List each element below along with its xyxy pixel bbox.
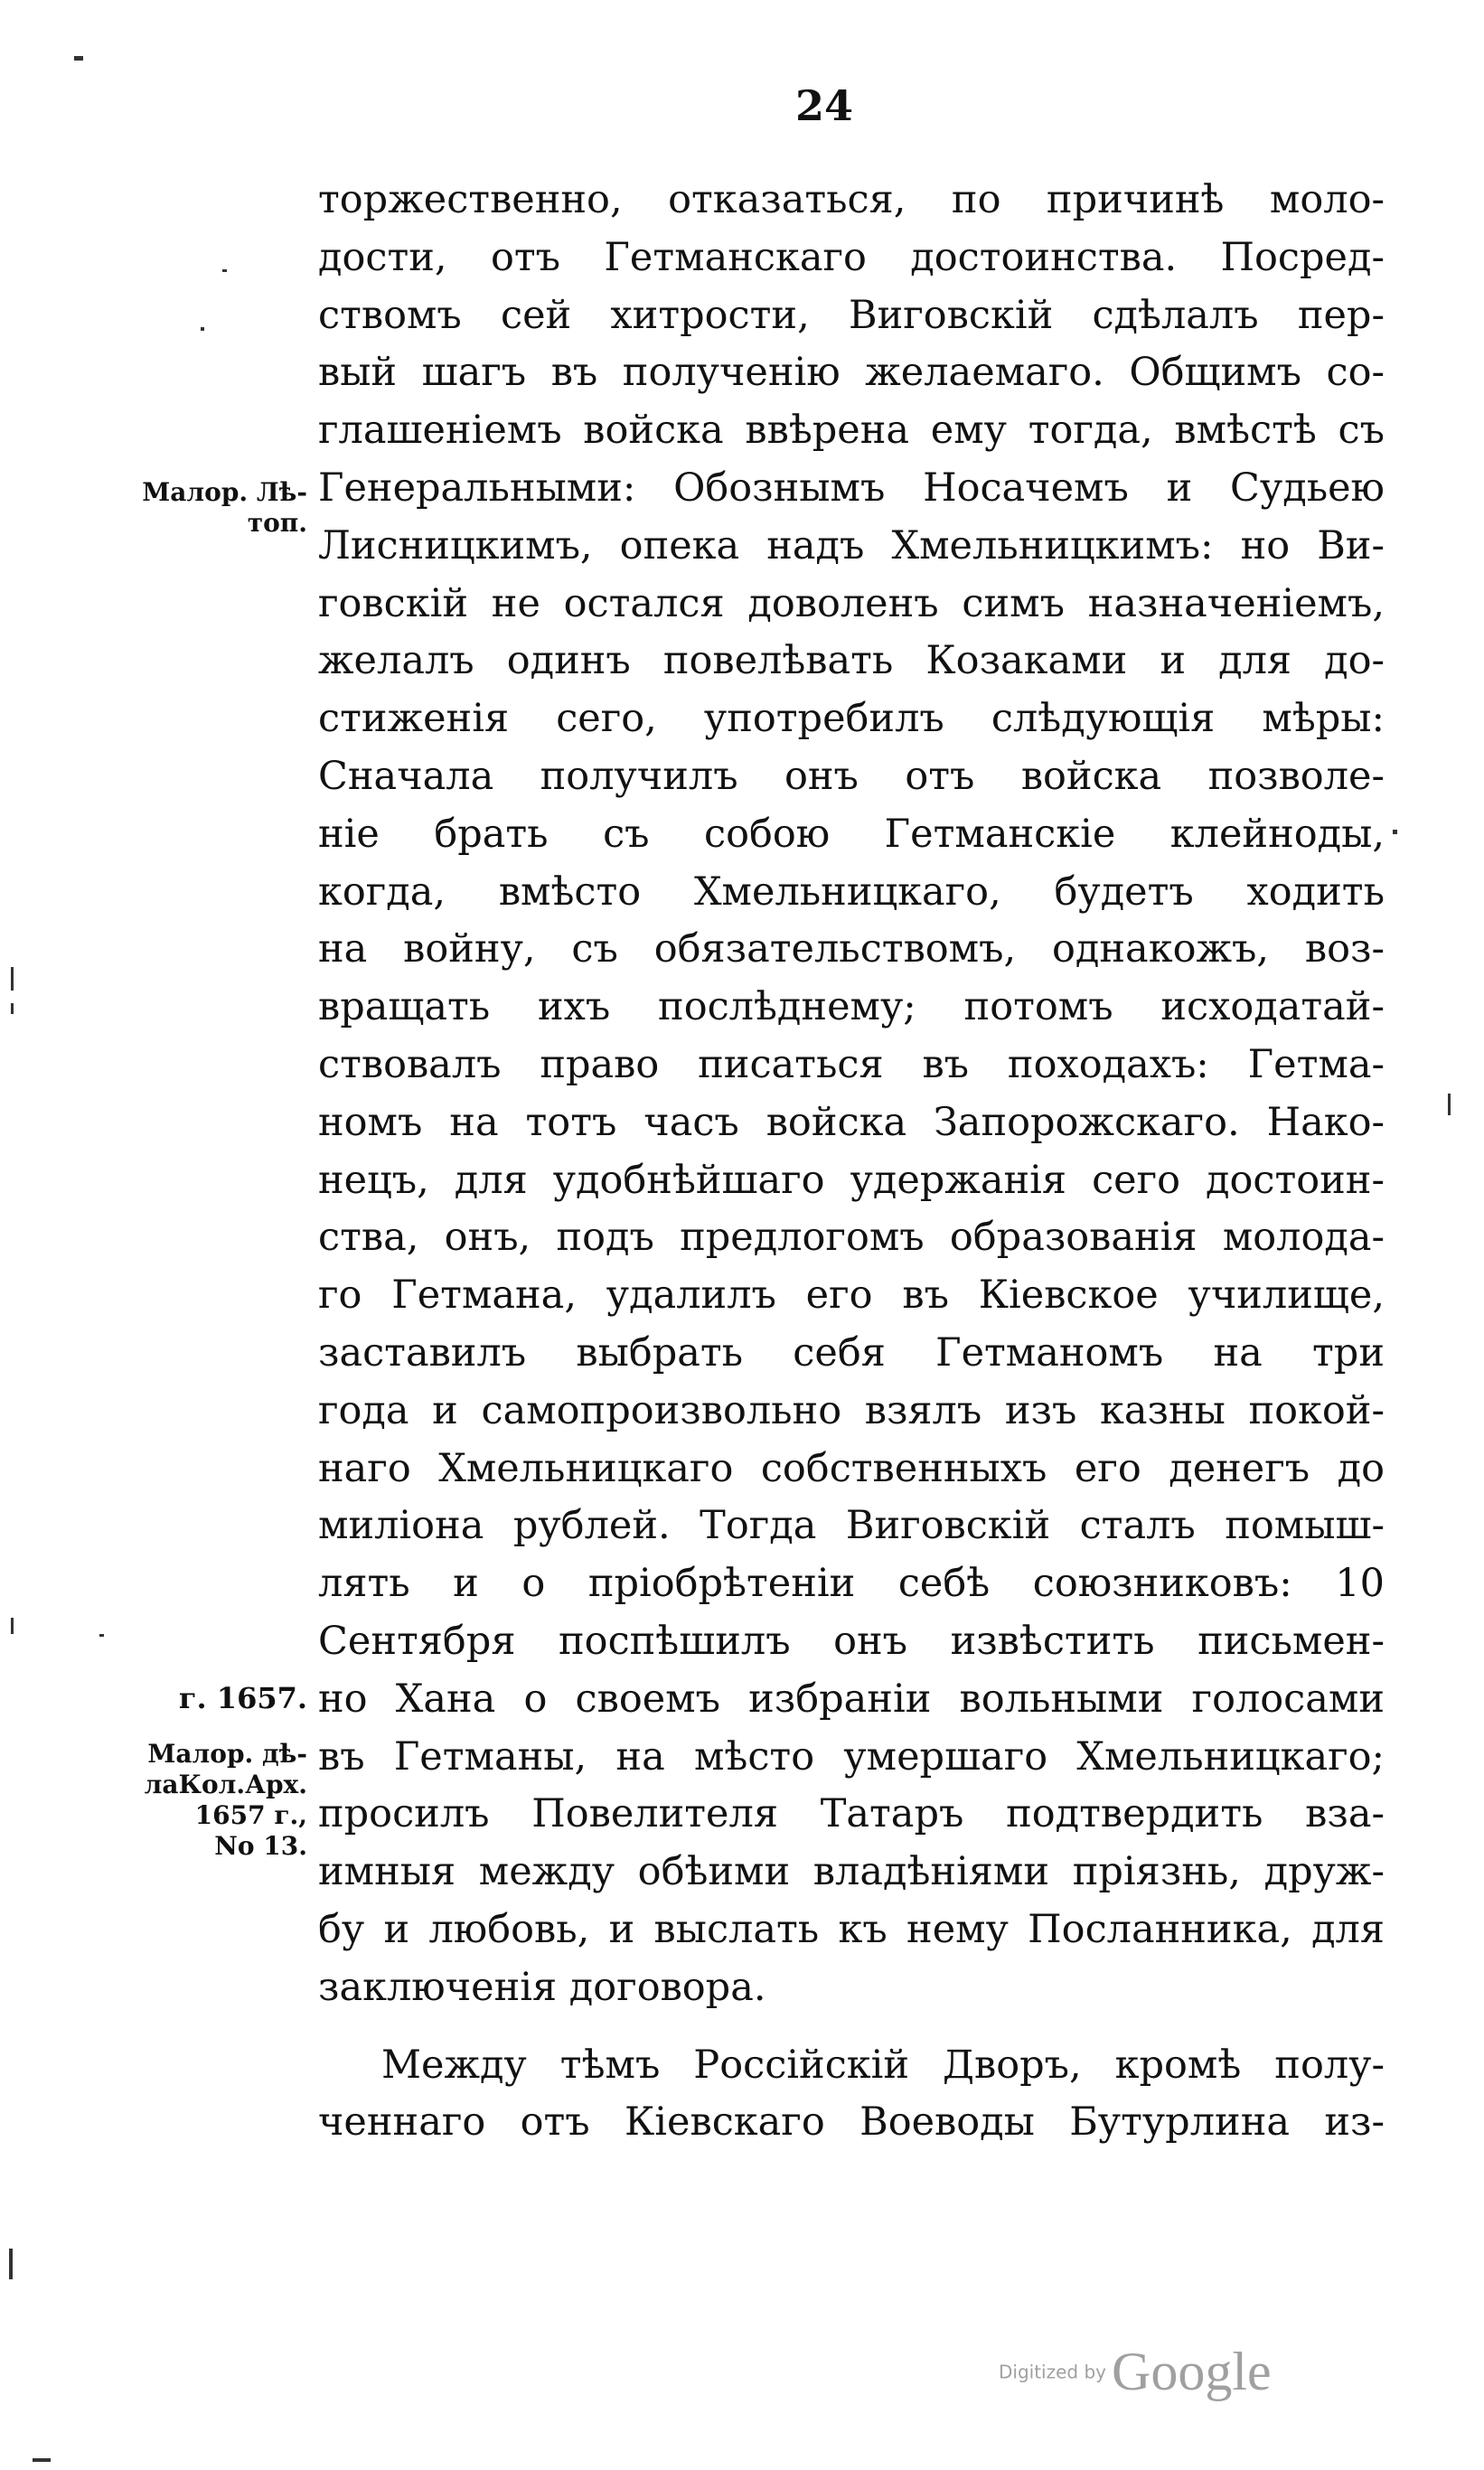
text-line: года и самопроизвольно взялъ изъ казны покой-	[318, 1387, 1385, 1433]
margin-note-line: Малор. Лѣ-	[142, 477, 307, 507]
text-line: заключенія договора.	[318, 1964, 766, 2010]
text-line: просилъ Повелителя Татаръ подтвердить вза-	[318, 1791, 1385, 1837]
text-line: ченнаго отъ Кіевскаго Воеводы Бутурлина из-	[318, 2099, 1385, 2146]
margin-note-chronicle	[90, 477, 307, 539]
scan-speck	[99, 1634, 104, 1637]
text-line: го Гетмана, удалилъ его въ Кіевское училище,	[318, 1273, 1385, 1319]
text-line: наго Хмельницкаго собственныхъ его денегъ до	[318, 1445, 1385, 1491]
scan-speck	[9, 2249, 13, 2279]
text-line: въ Гетманы, на мѣсто умершаго Хмельницкаго;	[318, 1733, 1385, 1780]
text-line: миліона рублей. Тогда Виговскій сталъ помыш-	[318, 1503, 1385, 1549]
text-line: заставилъ выбрать себя Гетманомъ на три	[318, 1329, 1385, 1376]
text-line: говскій не остался доволенъ симъ назначеніемъ,	[318, 580, 1385, 626]
text-line: ствомъ сей хитрости, Виговскій сдѣлалъ пер-	[318, 292, 1385, 338]
text-line: Между тѣмъ Россійскій Дворъ, кромѣ полу-	[381, 2042, 1385, 2088]
text-line: но Хана о своемъ избраніи вольными голосами	[318, 1676, 1385, 1722]
scan-speck	[33, 2458, 51, 2462]
scan-speck	[74, 56, 83, 61]
page-number: 24	[795, 81, 854, 130]
text-line: ніе брать съ собою Гетманскіе клейноды,	[318, 811, 1385, 857]
text-line: стиженія сего, употребилъ слѣдующія мѣры:	[318, 696, 1385, 742]
text-line: дости, отъ Гетманскаго достоинства. Посред-	[318, 234, 1385, 280]
scan-speck	[1448, 1094, 1451, 1115]
text-line: лять и о пріобрѣтеніи себѣ союзниковъ: 10	[318, 1561, 1385, 1607]
text-line: желалъ одинъ повелѣвать Козаками и для до-	[318, 638, 1385, 684]
scan-speck	[222, 269, 227, 272]
margin-note-line: лаКол.Арх.	[144, 1770, 307, 1799]
main-text	[318, 172, 1385, 2152]
margin-note-line: Малор. дѣ-	[147, 1739, 307, 1769]
text-line: вращать ихъ послѣднему; потомъ исходатай-	[318, 984, 1385, 1030]
margin-note-year	[90, 1683, 307, 1714]
margin-note-line: No 13.	[214, 1831, 307, 1861]
google-logo: Google	[1112, 2342, 1272, 2401]
text-line: Лисницкимъ, опека надъ Хмельницкимъ: но Ви-	[318, 522, 1385, 568]
scan-speck	[11, 967, 14, 991]
text-line: Сначала получилъ онъ отъ войска позволе-	[318, 753, 1385, 799]
watermark-prefix: Digitized by	[999, 2361, 1106, 2383]
scan-speck	[11, 1618, 14, 1634]
text-line: ства, онъ, подъ предлогомъ образованія молода-	[318, 1215, 1385, 1261]
text-line: когда, вмѣсто Хмельницкаго, будетъ ходить	[318, 869, 1385, 915]
margin-note-line: топ.	[247, 508, 307, 538]
text-line: имныя между обѣими владѣніями пріязнь, друж-	[318, 1849, 1385, 1895]
margin-note-archive	[90, 1739, 307, 1862]
scan-speck	[201, 327, 204, 331]
text-line: вый шагъ въ полученію желаемаго. Общимъ со-	[318, 350, 1385, 396]
text-line: Сентября поспѣшилъ онъ извѣстить письмен-	[318, 1618, 1385, 1664]
digitized-watermark	[999, 2341, 1272, 2403]
scan-speck	[11, 1003, 14, 1014]
text-line: нецъ, для удобнѣйшаго удержанія сего достоин-	[318, 1157, 1385, 1203]
margin-note-line: г. 1657.	[178, 1681, 307, 1715]
text-line: ствовалъ право писаться въ походахъ: Гетма-	[318, 1041, 1385, 1087]
text-line: Генеральными: Обознымъ Носачемъ и Судьею	[318, 465, 1385, 511]
text-line: бу и любовь, и выслать къ нему Посланника, для	[318, 1906, 1385, 1952]
text-line: номъ на тотъ часъ войска Запорожскаго. Нако-	[318, 1099, 1385, 1145]
margin-note-line: 1657 г.,	[194, 1800, 307, 1830]
scan-speck	[1393, 830, 1397, 834]
text-line: на войну, съ обязательствомъ, однакожъ, воз-	[318, 926, 1385, 972]
text-line: торжественно, отказаться, по причинѣ моло-	[318, 177, 1385, 222]
text-line: глашеніемъ войска ввѣрена ему тогда, вмѣстѣ съ	[318, 408, 1385, 454]
